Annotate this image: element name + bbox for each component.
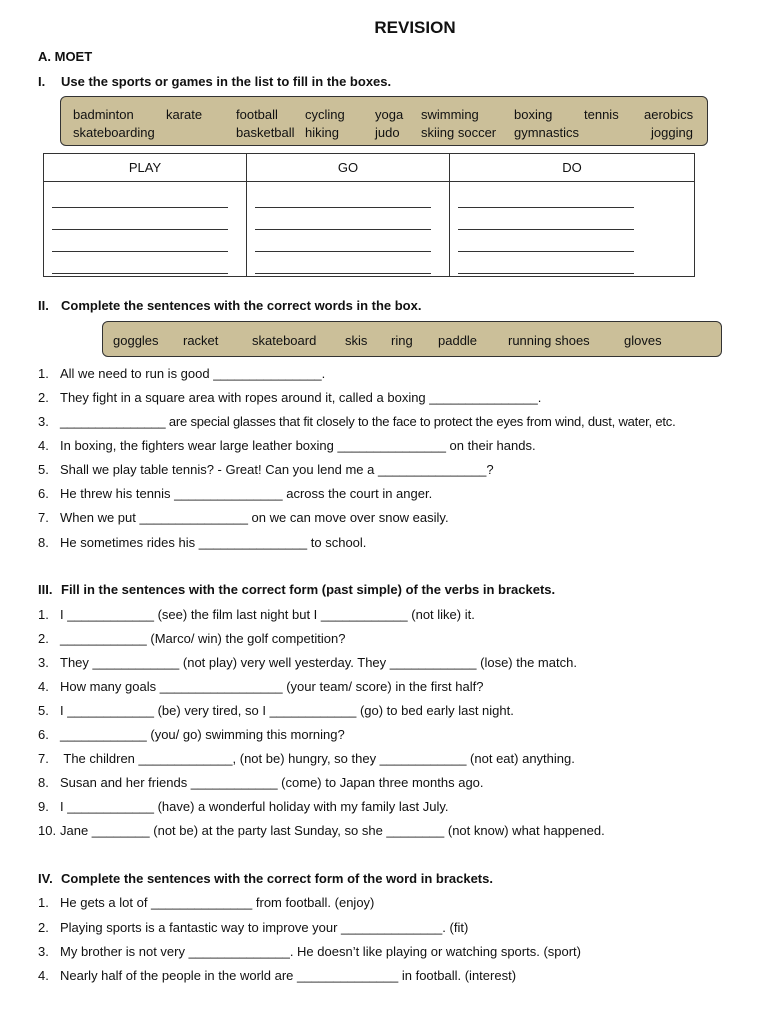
item-number: 2. (38, 390, 49, 405)
word-paddle: paddle (438, 333, 478, 348)
part3-number: III. (38, 582, 53, 597)
item-text: How many goals _________________ (your team/ score) in the first half? (60, 679, 484, 694)
answer-blank[interactable] (52, 232, 228, 252)
play-go-do-table (43, 153, 695, 277)
part2-heading-text: Complete the sentences with the correct words in the box. (61, 298, 422, 313)
word-skateboarding: skateboarding (73, 125, 155, 140)
answer-blank[interactable] (52, 210, 228, 230)
play-answer-cell[interactable] (44, 182, 247, 277)
item-text: Jane ________ (not be) at the party last Sunday, so she ________ (not know) what happened. (60, 823, 605, 838)
part4-number: IV. (38, 871, 53, 886)
word-basketball: basketball (236, 125, 295, 140)
item-text: He gets a lot of ______________ from football. (enjoy) (60, 895, 375, 910)
answer-blank[interactable] (255, 232, 431, 252)
part4-heading-text: Complete the sentences with the correct form of the word in brackets. (61, 871, 493, 886)
part3-item (38, 775, 484, 790)
item-number: 1. (38, 366, 49, 381)
part2-item (38, 390, 541, 405)
part2-item (38, 510, 449, 525)
part3-item (38, 823, 605, 838)
item-number: 3. (38, 944, 49, 959)
item-text: Playing sports is a fantastic way to improve your ______________. (fit) (60, 920, 469, 935)
sports-word-row-2 (73, 125, 707, 143)
item-text: In boxing, the fighters wear large leather boxing _______________ on their hands. (60, 438, 536, 453)
item-text: _______________ are special glasses that fit closely to the face to protect the eyes from wind, dust, water, etc. (60, 414, 676, 429)
answer-blank[interactable] (255, 254, 431, 274)
item-number: 7. (38, 751, 49, 766)
part3-item (38, 655, 577, 670)
item-number: 1. (38, 607, 49, 622)
go-answer-cell[interactable] (247, 182, 450, 277)
part3-item (38, 703, 514, 718)
answer-blank[interactable] (52, 254, 228, 274)
answer-blank[interactable] (255, 210, 431, 230)
part1-heading (38, 74, 391, 89)
item-number: 4. (38, 968, 49, 983)
part2-item (38, 438, 536, 453)
answer-blank[interactable] (458, 210, 634, 230)
part3-item (38, 751, 575, 766)
part2-item (38, 535, 366, 550)
item-number: 5. (38, 462, 49, 477)
item-number: 10. (38, 823, 57, 838)
word-aerobics: aerobics (644, 107, 694, 122)
part3-item (38, 631, 345, 646)
part1-number: I. (38, 74, 46, 89)
item-number: 3. (38, 414, 49, 429)
word-ring: ring (391, 333, 413, 348)
part2-item (38, 486, 432, 501)
item-number: 2. (38, 631, 49, 646)
item-text: ____________ (you/ go) swimming this morning? (60, 727, 345, 742)
item-number: 6. (38, 486, 49, 501)
item-number: 8. (38, 535, 49, 550)
part2-number: II. (38, 298, 49, 313)
item-text: When we put _______________ on we can move over snow easily. (60, 510, 449, 525)
word-racket: racket (183, 333, 219, 348)
item-number: 9. (38, 799, 49, 814)
item-number: 8. (38, 775, 49, 790)
item-text: He threw his tennis _______________ across the court in anger. (60, 486, 433, 501)
answer-blank[interactable] (458, 232, 634, 252)
part4-item (38, 944, 581, 959)
item-number: 3. (38, 655, 49, 670)
part2-item (38, 366, 325, 381)
word-skateboard: skateboard (252, 333, 317, 348)
part3-item (38, 679, 483, 694)
item-number: 4. (38, 679, 49, 694)
word-hiking: hiking (305, 125, 339, 140)
word-swimming: swimming (421, 107, 479, 122)
sports-word-box (60, 96, 708, 146)
word-judo: judo (375, 125, 400, 140)
part4-item (38, 895, 374, 910)
answer-blank[interactable] (52, 188, 228, 208)
part3-item (38, 799, 449, 814)
item-text: The children _____________, (not be) hungry, so they ____________ (not eat) anything. (60, 751, 575, 766)
word-karate: karate (166, 107, 203, 122)
item-text: They ____________ (not play) very well yesterday. They ____________ (lose) the match. (60, 655, 577, 670)
item-text: He sometimes rides his _______________ to school. (60, 535, 367, 550)
part4-item (38, 920, 468, 935)
word-skis: skis (345, 333, 368, 348)
word-running-shoes: running shoes (508, 333, 590, 348)
word-gymnastics: gymnastics (514, 125, 580, 140)
item-number: 6. (38, 727, 49, 742)
answer-blank[interactable] (255, 188, 431, 208)
word-football: football (236, 107, 278, 122)
item-text: I ____________ (see) the film last night but I ____________ (not like) it. (60, 607, 475, 622)
do-answer-cell[interactable] (450, 182, 695, 277)
item-text: Nearly half of the people in the world are ______________ in football. (interest) (60, 968, 517, 983)
answer-blank[interactable] (458, 254, 634, 274)
part3-item (38, 727, 345, 742)
item-number: 1. (38, 895, 49, 910)
item-text: Susan and her friends ____________ (come) to Japan three months ago. (60, 775, 484, 790)
part4-item (38, 968, 516, 983)
word-cycling: cycling (305, 107, 345, 122)
word-goggles: goggles (113, 333, 159, 348)
part2-item (38, 414, 676, 429)
part3-heading-text: Fill in the sentences with the correct form (past simple) of the verbs in brackets. (61, 582, 556, 597)
word-gloves: gloves (624, 333, 662, 348)
item-text: ____________ (Marco/ win) the golf competition? (60, 631, 346, 646)
item-text: I ____________ (have) a wonderful holiday with my family last July. (60, 799, 449, 814)
item-text: My brother is not very ______________. He doesn’t like playing or watching sports. (sport) (60, 944, 582, 959)
part4-heading (38, 871, 493, 886)
equipment-word-box (102, 321, 722, 357)
word-yoga: yoga (375, 107, 404, 122)
word-jogging: jogging (651, 125, 693, 140)
part3-item (38, 607, 475, 622)
item-number: 2. (38, 920, 49, 935)
sports-word-row-1 (73, 107, 707, 125)
item-text: I ____________ (be) very tired, so I ____________ (go) to bed early last night. (60, 703, 514, 718)
item-number: 7. (38, 510, 49, 525)
item-text: They fight in a square area with ropes around it, called a boxing _______________. (60, 390, 542, 405)
part2-item (38, 462, 494, 477)
column-header-do: DO (450, 154, 695, 182)
item-text: All we need to run is good _______________. (60, 366, 326, 381)
column-header-go: GO (247, 154, 450, 182)
part3-heading (38, 582, 555, 597)
word-badminton: badminton (73, 107, 134, 122)
page-title: REVISION (374, 18, 456, 37)
answer-blank[interactable] (458, 188, 634, 208)
part1-heading-text: Use the sports or games in the list to fill in the boxes. (61, 74, 392, 89)
column-header-play: PLAY (44, 154, 247, 182)
item-text: Shall we play table tennis? - Great! Can you lend me a _______________? (60, 462, 494, 477)
item-number: 5. (38, 703, 49, 718)
section-a-label: A. MOET (38, 49, 93, 64)
word-tennis: tennis (584, 107, 619, 122)
item-number: 4. (38, 438, 49, 453)
part2-heading (38, 298, 421, 313)
word-boxing: boxing (514, 107, 553, 122)
word-skiing-soccer: skiing soccer (421, 125, 497, 140)
